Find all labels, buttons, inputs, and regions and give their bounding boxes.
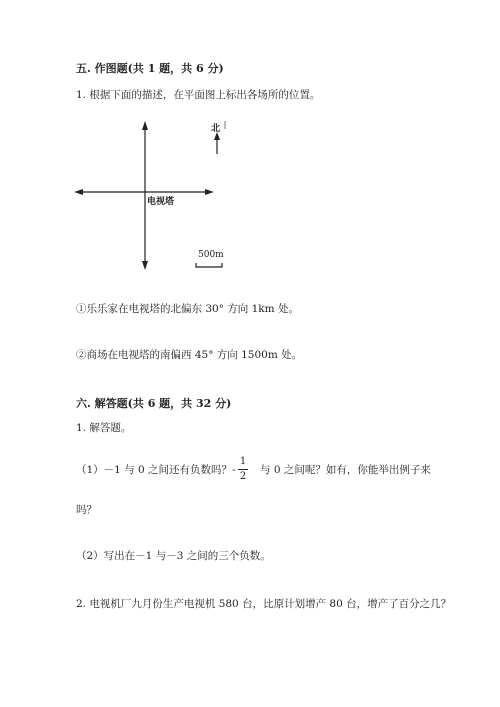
sub-question-1-part-1: （1）－1 与 0 之间还有负数吗？- [76, 464, 236, 476]
north-label: 北 [211, 124, 221, 134]
scale-bar [196, 263, 222, 267]
east-arrowhead [205, 189, 214, 195]
fraction-denominator: 2 [239, 471, 247, 482]
sub-question-2: （2）写出在－1 与－3 之间的三个负数。 [76, 550, 271, 562]
scale-label: 500m [198, 250, 224, 260]
question-6-1-prompt: 1. 解答题。 [76, 422, 132, 434]
question-1-prompt: 1. 根据下面的描述，在平面图上标出各场所的位置。 [76, 89, 321, 101]
section-6-heading: 六. 解答题(共 6 题，共 32 分) [76, 397, 232, 410]
sub-question-1-continuation: 吗？ [76, 504, 97, 516]
fraction-numerator: 1 [239, 456, 247, 467]
location-1-description: ①乐乐家在电视塔的北偏东 30° 方向 1km 处。 [76, 303, 299, 315]
question-6-2-prompt: 2. 电视机厂九月份生产电视机 580 台，比原计划增产 80 台，增产了百分之几？ [76, 598, 452, 610]
location-2-description: ②商场在电视塔的南偏西 45° 方向 1500m 处。 [76, 349, 303, 361]
section-5-heading: 五. 作图题(共 1 题，共 6 分) [76, 62, 224, 75]
west-arrowhead [74, 189, 83, 195]
fraction-bar [238, 469, 248, 470]
north-arrowhead [142, 121, 148, 130]
sub-question-1-part-2: 与 0 之间呢？如有，你能举出例子来 [260, 464, 431, 476]
south-arrowhead [142, 261, 148, 270]
tv-tower-label: 电视塔 [147, 197, 175, 207]
